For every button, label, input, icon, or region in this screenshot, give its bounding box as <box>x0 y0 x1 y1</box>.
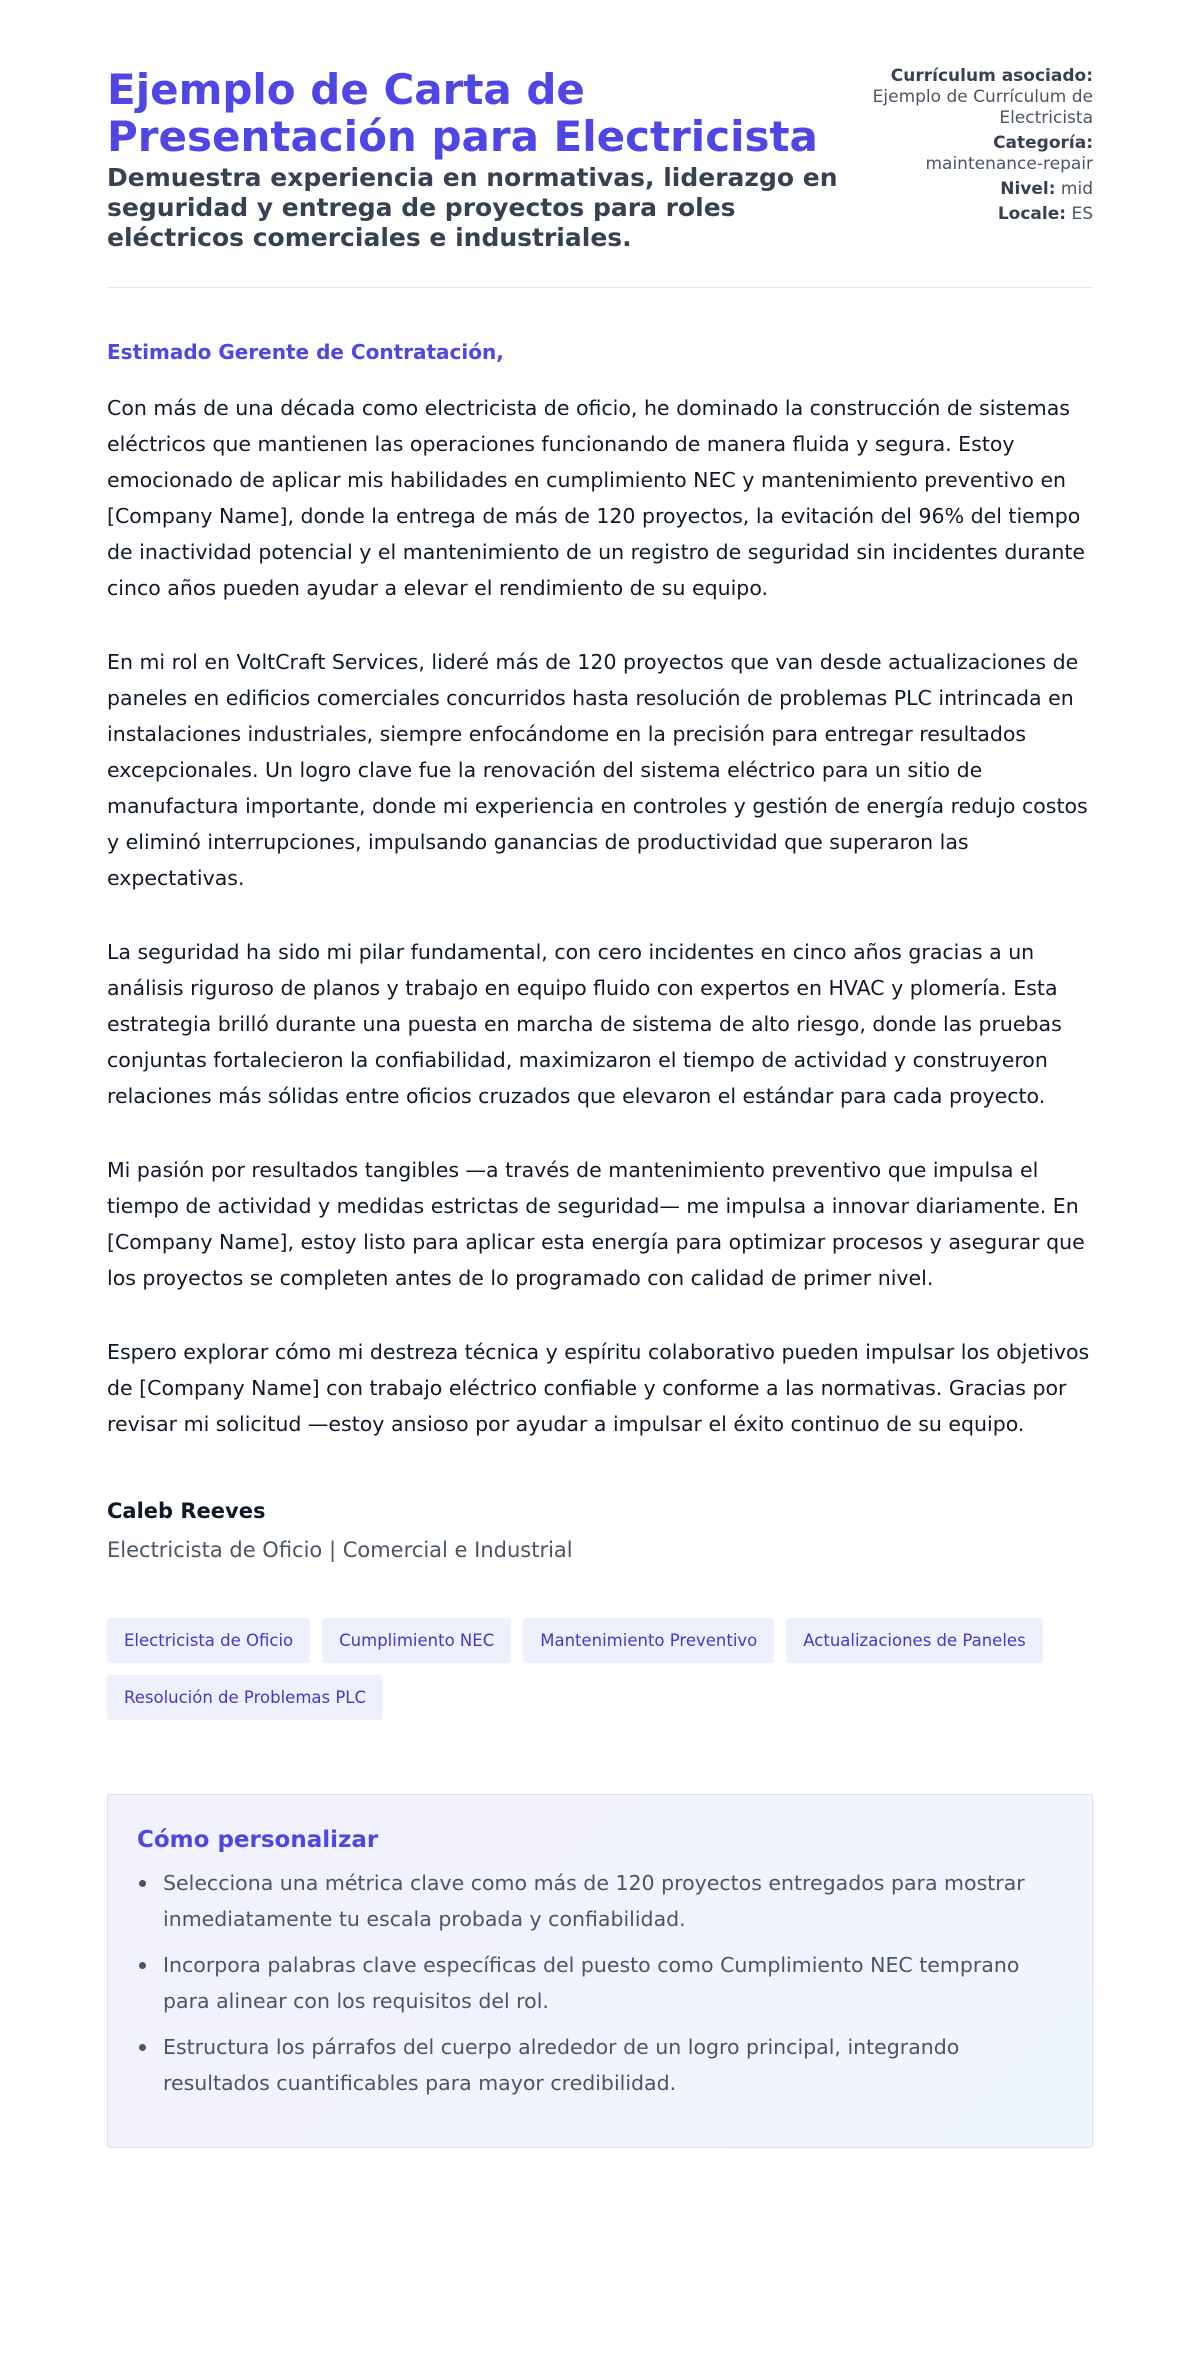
signature-title: Electricista de Oficio | Comercial e Industrial <box>107 1538 573 1562</box>
meta-level-value: mid <box>1060 179 1093 199</box>
skill-tag: Mantenimiento Preventivo <box>523 1618 774 1663</box>
letter-paragraph: Mi pasión por resultados tangibles —a través de mantenimiento preventivo que impulsa el tiempo de actividad y medidas estrictas de seguridad— me impulsa a innovar diariamente. En [Company Name], estoy listo para aplicar esta energía para optimizar procesos y asegurar que los proyectos se completen antes de lo programado con calidad de primer nivel. <box>107 1158 1085 1290</box>
meta-level <box>864 179 1093 200</box>
letter-paragraph: En mi rol en VoltCraft Services, lideré más de 120 proyectos que van desde actualizaciones de paneles en edificios comerciales concurridos hasta resolución de problemas PLC intrincada en instalaciones industriales, siempre enfocándome en la precisión para entregar resultados excepcionales. Un logro clave fue la renovación del sistema eléctrico para un sitio de manufactura importante, donde mi experiencia en controles y gestión de energía redujo costos y eliminó interrupciones, impulsando ganancias de productividad que superaron las expectativas. <box>107 650 1088 890</box>
skill-tag: Electricista de Oficio <box>107 1618 310 1663</box>
meta-resume-link[interactable]: Ejemplo de Currículum de Electricista <box>872 87 1093 128</box>
skill-tag: Cumplimiento NEC <box>322 1618 511 1663</box>
letter-paragraph: Espero explorar cómo mi destreza técnica y espíritu colaborativo pueden impulsar los objetivos de [Company Name] con trabajo eléctrico confiable y conforme a las normativas. Gracias por revisar mi solicitud —estoy ansioso por ayudar a impulsar el éxito continuo de su equipo. <box>107 1340 1090 1436</box>
bullet-icon <box>139 1962 146 1969</box>
meta-locale <box>864 204 1093 225</box>
letter-body <box>107 390 1093 1442</box>
meta-resume-label: Currículum asociado: <box>890 66 1093 86</box>
letter-paragraph: Con más de una década como electricista de oficio, he dominado la construcción de sistemas eléctricos que mantienen las operaciones funcionando de manera fluida y segura. Estoy emocionado de aplicar mis habilidades en cumplimiento NEC y mantenimiento preventivo en [Company Name], donde la entrega de más de 120 proyectos, la evitación del 96% del tiempo de inactividad potencial y el mantenimiento de un registro de seguridad sin incidentes durante cinco años pueden ayudar a elevar el rendimiento de su equipo. <box>107 396 1085 600</box>
letter-paragraph: La seguridad ha sido mi pilar fundamental, con cero incidentes en cinco años gracias a un análisis riguroso de planos y trabajo en equipo fluido con expertos en HVAC y plomería. Esta estrategia brilló durante una puesta en marcha de sistema de alto riesgo, donde las pruebas conjuntas fortalecieron la confiabilidad, maximizaron el tiempo de actividad y construyeron relaciones más sólidas entre oficios cruzados que elevaron el estándar para cada proyecto. <box>107 940 1062 1108</box>
skill-tag: Actualizaciones de Paneles <box>786 1618 1042 1663</box>
skill-tags <box>107 1618 1097 1720</box>
tips-item-text: Selecciona una métrica clave como más de 120 proyectos entregados para mostrar inmediatamente tu escala probada y confiabilidad. <box>163 1871 1025 1931</box>
header-titles <box>107 66 864 253</box>
meta-category-label: Categoría: <box>993 133 1093 153</box>
meta-locale-label: Locale: <box>997 204 1067 224</box>
bullet-icon <box>139 1880 146 1887</box>
skill-tag: Resolución de Problemas PLC <box>107 1675 383 1720</box>
tips-item <box>137 1865 1056 1937</box>
page-title: Ejemplo de Carta de Presentación para Electricista <box>107 65 818 161</box>
bullet-icon <box>139 2044 146 2051</box>
letter-salutation: Estimado Gerente de Contratación, <box>107 340 504 364</box>
tips-item <box>137 2029 1056 2101</box>
meta-category <box>864 133 1093 175</box>
meta-category-value: maintenance-repair <box>925 154 1093 174</box>
signature-name: Caleb Reeves <box>107 1499 266 1523</box>
page-header <box>107 66 1093 288</box>
tips-item-text: Incorpora palabras clave específicas del puesto como Cumplimiento NEC temprano para alinear con los requisitos del rol. <box>163 1953 1020 2013</box>
tips-item <box>137 1947 1056 2019</box>
tips-title: Cómo personalizar <box>137 1827 379 1853</box>
tips-list <box>137 1865 1056 2101</box>
page-subtitle: Demuestra experiencia en normativas, liderazgo en seguridad y entrega de proyectos para roles eléctricos comerciales e industriales. <box>107 163 838 252</box>
meta-level-label: Nivel: <box>1000 179 1056 199</box>
meta-locale-value: ES <box>1071 204 1093 224</box>
signature-block <box>107 1499 1093 1562</box>
meta-panel <box>864 66 1093 229</box>
customization-tips-box <box>107 1794 1093 2148</box>
meta-resume <box>864 66 1093 129</box>
tips-item-text: Estructura los párrafos del cuerpo alrededor de un logro principal, integrando resultados cuantificables para mayor credibilidad. <box>163 2035 960 2095</box>
